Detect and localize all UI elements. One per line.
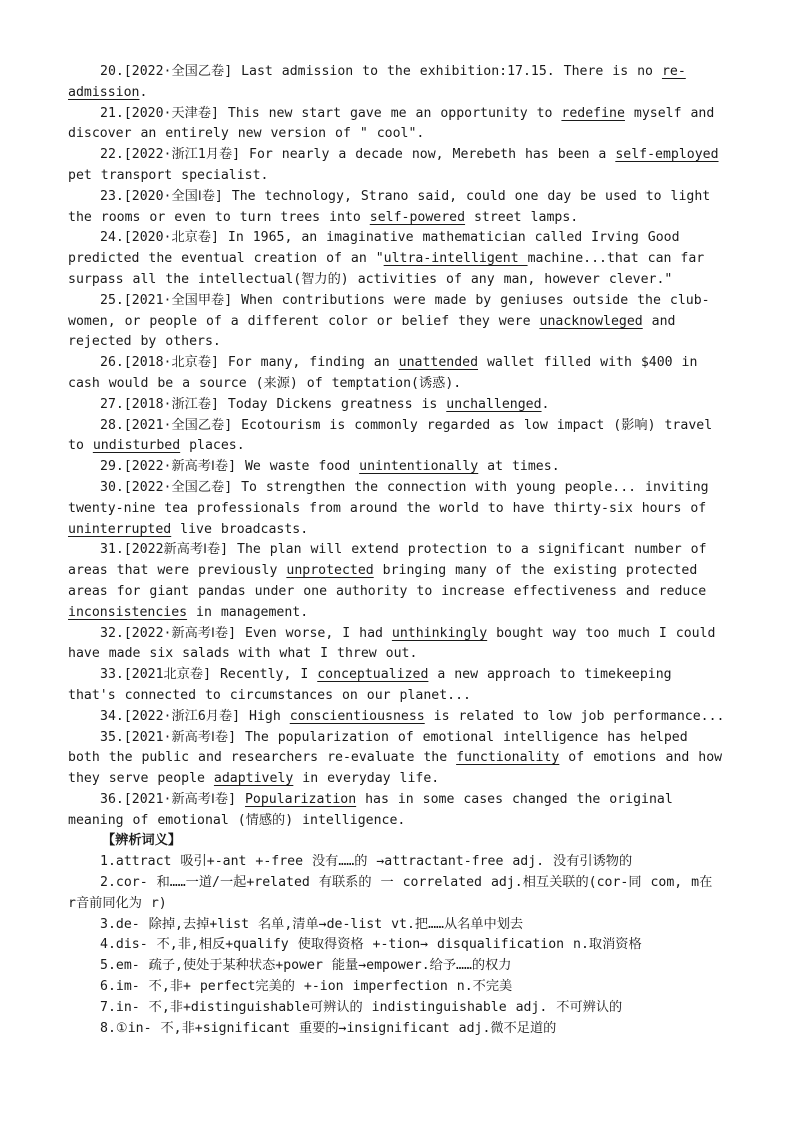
sentence-text: 21.[2020·天津卷] This new start gave me an opportunity to (100, 105, 562, 121)
answer-word: unprotected (286, 563, 374, 579)
sentence-text: . (541, 396, 550, 412)
answer-word: unintentionally (359, 459, 479, 475)
example-sentence-33 (68, 665, 728, 707)
answer-word: unchallenged (446, 396, 542, 412)
sentence-text: has in some cases changed the original meaning of emotional (情感的) intelligence. (68, 791, 673, 828)
example-sentence-24 (68, 228, 728, 290)
sentence-text: at times. (478, 459, 560, 475)
sentence-text: . (139, 84, 148, 100)
sentence-text: 34.[2022·浙江6月卷] High (100, 708, 290, 724)
example-sentence-25 (68, 291, 728, 353)
example-sentence-list (68, 62, 728, 831)
sentence-text: 30.[2022·全国乙卷] To strengthen the connection with young people... inviting twenty-nine tea professionals from around the world to have thirty-six hours of (68, 479, 709, 516)
definition-8: 8.①in- 不,非+significant 重要的→insignificant adj.微不足道的 (100, 1020, 557, 1036)
answer-word: unacknowleged (539, 313, 643, 329)
example-sentence-31 (68, 540, 728, 623)
answer-word: re-admission (68, 64, 686, 100)
worksheet-page (68, 62, 728, 1039)
section-heading: 【辨析词义】 (102, 833, 182, 849)
answer-word: functionality (456, 750, 560, 766)
sentence-text: 28.[2021·全国乙卷] Ecotourism is commonly regarded as low impact (影响) travel to (68, 417, 713, 454)
sentence-text: in management. (187, 604, 309, 620)
example-sentence-32 (68, 624, 728, 666)
sentence-text: in everyday life. (293, 771, 440, 787)
sentence-text: 35.[2021·新高考Ⅰ卷] The popularization of emotional intelligence has helped both the public and researchers re-evaluate the (68, 729, 688, 766)
answer-word: conceptualized (317, 667, 429, 683)
answer-word: conscientiousness (289, 708, 425, 724)
sentence-text: 36.[2021·新高考Ⅰ卷] (100, 791, 245, 807)
answer-word: uninterrupted (68, 521, 172, 537)
example-sentence-26 (68, 353, 728, 395)
definition-7: 7.in- 不,非+distinguishable可辨认的 indistinguishable adj. 不可辨认的 (100, 999, 623, 1015)
answer-word: inconsistencies (68, 604, 188, 620)
example-sentence-28 (68, 416, 728, 458)
answer-word: undisturbed (92, 438, 181, 454)
sentence-text: live broadcasts. (171, 521, 309, 537)
sentence-text: bringing many of the existing protected areas for giant pandas under one authority to increase effectiveness and reduce (68, 563, 707, 599)
sentence-text: 32.[2022·新高考Ⅰ卷] Even worse, I had (100, 625, 392, 641)
sentence-text: street lamps. (465, 209, 579, 225)
sentence-text: 26.[2018·北京卷] For many, finding an (100, 355, 399, 371)
sentence-text: 27.[2018·浙江卷] Today Dickens greatness is (100, 396, 447, 412)
sentence-text: 20.[2022·全国乙卷] Last admission to the exhibition:17.15. There is no (100, 64, 662, 79)
example-sentence-35 (68, 728, 728, 790)
sentence-text: 31.[2022新高考Ⅰ卷] The plan will extend protection to a significant number of areas that were previously (68, 542, 707, 579)
sentence-text: myself and discover an entirely new version of " cool". (68, 105, 715, 142)
answer-word: self-employed (615, 147, 719, 163)
sentence-text: pet transport specialist. (68, 167, 269, 183)
sentence-text: of emotions and how they serve people (68, 750, 723, 787)
example-sentence-30 (68, 478, 728, 540)
sentence-text: machine...that can far surpass all the intellectual(智力的) activities of any man, however clever." (68, 251, 705, 287)
definition-2: 2.cor- 和……一道/一起+related 有联系的 一 correlated adj.相互关联的(cor-同 com, m在 r音前同化为 r) (68, 875, 713, 911)
sentence-text: is related to low job performance... (424, 708, 725, 724)
answer-word: unthinkingly (391, 625, 488, 641)
example-sentence-22 (68, 145, 728, 187)
sentence-text: 29.[2022·新高考Ⅰ卷] We waste food (100, 459, 360, 475)
sentence-text: 23.[2020·全国Ⅰ卷] The technology, Strano said, could one day be used to light the rooms or even to turn trees into (68, 188, 711, 225)
answer-word: self-powered (369, 209, 466, 225)
example-sentence-29 (68, 457, 728, 478)
sentence-text: a new approach to timekeeping that's connected to circumstances on our planet... (68, 667, 672, 703)
example-sentence-34 (68, 707, 728, 728)
example-sentence-23 (68, 187, 728, 229)
answer-word: redefine (561, 105, 625, 121)
example-sentence-21 (68, 104, 728, 146)
answer-word: unattended (398, 355, 479, 371)
definition-3: 3.de- 除掉,去掉+list 名单,清单→de-list vt.把……从名单中划去 (100, 916, 524, 932)
definition-1: 1.attract 吸引+-ant +-free 没有……的 →attractant-free adj. 没有引诱物的 (100, 854, 633, 870)
answer-word: adaptively (213, 771, 294, 787)
sentence-text: 25.[2021·全国甲卷] When contributions were made by geniuses outside the club-women, or people of a different color or belief they were (68, 292, 710, 329)
definition-6: 6.im- 不,非+ perfect完美的 +-ion imperfection n.不完美 (100, 979, 513, 995)
sentence-text: 22.[2022·浙江1月卷] For nearly a decade now, Merebeth has been a (100, 147, 616, 163)
answer-word: ultra-intelligent (383, 251, 528, 267)
definition-5: 5.em- 疏子,使处于某种状态+power 能量→empower.给予……的权力 (100, 958, 512, 974)
sentence-text: 33.[2021北京卷] Recently, I (100, 667, 318, 683)
sentence-text: bought way too much I could have made six salads with what I threw out. (68, 625, 716, 662)
sentence-text: wallet filled with $400 in cash would be a source (来源) of temptation(诱惑). (68, 355, 698, 391)
sentence-text: 24.[2020·北京卷] In 1965, an imaginative mathematician called Irving Good predicted the eventual creation of an " (68, 230, 680, 267)
answer-word: Popularization (244, 791, 357, 807)
example-sentence-27 (68, 395, 728, 416)
example-sentence-20 (68, 62, 728, 104)
example-sentence-36 (68, 790, 728, 832)
sentence-text: places. (180, 438, 245, 454)
sentence-text: and rejected by others. (68, 313, 676, 350)
definition-4: 4.dis- 不,非,相反+qualify 使取得资格 +-tion→ disqualification n.取消资格 (100, 937, 642, 953)
definition-list (68, 852, 728, 1039)
